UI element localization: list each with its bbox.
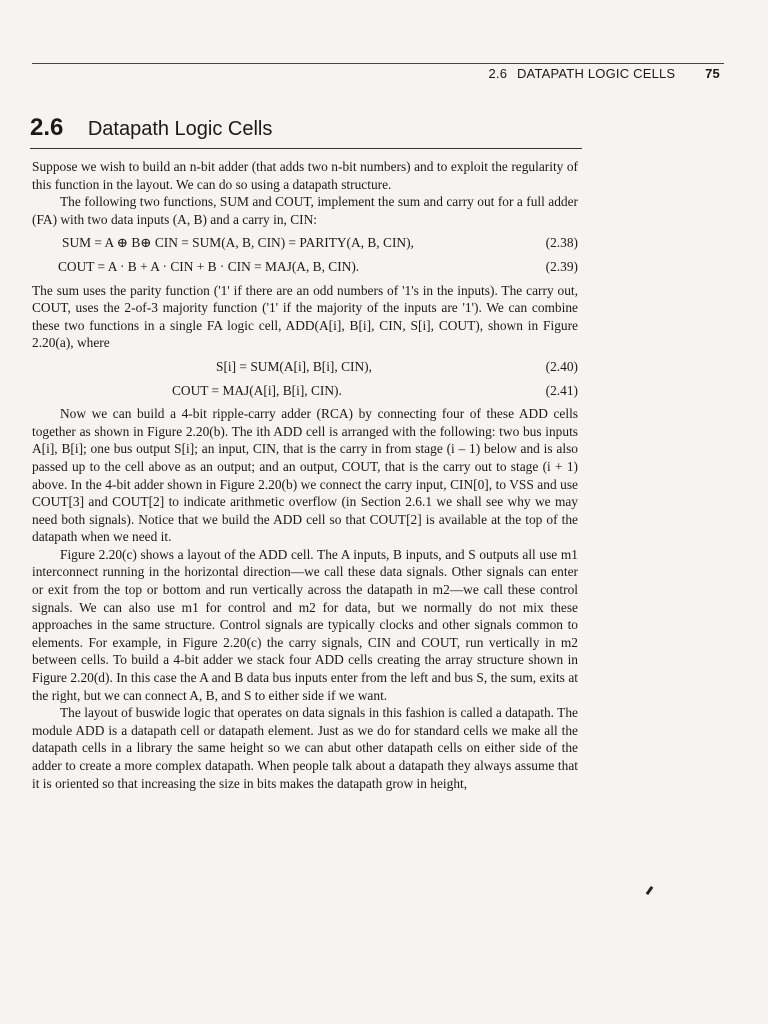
equation-expression: S[i] = SUM(A[i], B[i], CIN), — [216, 358, 372, 374]
equation-number: (2.39) — [545, 258, 578, 274]
equation-number: (2.38) — [545, 235, 578, 251]
equation-number: (2.41) — [545, 382, 578, 398]
equation-2-39 — [32, 258, 578, 276]
equation-expression: COUT = MAJ(A[i], B[i], CIN). — [172, 382, 342, 398]
equation-2-38 — [32, 234, 578, 252]
stray-pen-mark — [646, 886, 654, 895]
paragraph-full-adder: The following two functions, SUM and COUT, implement the sum and carry out for a full adder (FA) with two data inputs (A, B) and a carry in, CIN: — [32, 194, 578, 227]
heading-title: Datapath Logic Cells — [87, 118, 273, 140]
paragraph-parity-majority: The sum uses the parity function ('1' if there are an odd numbers of '1's in the inputs). The carry out, COUT, uses the 2-of-3 majority function ('1' if the majority of the inputs are '1'). We can combine these two functions in a single FA logic cell, ADD(A[i], B[i], CIN, S[i], COUT), shown in Figure 2.20(a), where — [32, 282, 578, 351]
equation-number: (2.40) — [545, 358, 578, 374]
equation-2-41 — [32, 382, 578, 400]
equation-expression: COUT = A · B + A · CIN + B · CIN = MAJ(A, B, CIN). — [58, 258, 360, 274]
running-header — [488, 66, 720, 81]
paragraph-intro: Suppose we wish to build an n-bit adder (that adds two n-bit numbers) and to exploit the regularity of this function in the layout. We can do so using a datapath structure. — [32, 159, 578, 192]
paragraph-ripple-carry: Now we can build a 4-bit ripple-carry adder (RCA) by connecting four of these ADD cells together as shown in Figure 2.20(b). The ith ADD cell is arranged with the following: two bus inputs A[i], B[i]; one bus output S[i]; an input, CIN, that is the carry in from stage (i – 1) below and is also passed up to the cell above as an output; and an output, COUT, that is the carry out to stage (i + 1) above. In the 4-bit adder shown in Figure 2.20(b) we connect the carry input, CIN[0], to VSS and use COUT[3] and COUT[2] to indicate arithmetic overflow (in Section 2.6.1 we shall see why we may need both signals). Notice that we build the ADD cell so that COUT[2] is available at the top of the datapath when we need it. — [32, 406, 578, 545]
header-section-number: 2.6 — [488, 66, 508, 81]
header-section-title: DATAPATH LOGIC CELLS — [516, 66, 676, 81]
page-number: 75 — [705, 66, 720, 81]
heading-number: 2.6 — [30, 114, 64, 141]
equation-expression: SUM = A ⊕ B⊕ CIN = SUM(A, B, CIN) = PARITY(A, B, CIN), — [62, 235, 414, 251]
equation-2-40 — [32, 358, 578, 376]
paragraph-datapath: The layout of buswide logic that operates on data signals in this fashion is called a datapath. The module ADD is a datapath cell or datapath element. Just as we do for standard cells we make all the datapath cells in a library the same height so we can abut other datapath cells on either side of the adder to create a more complex datapath. When people talk about a datapath they always assume that it is oriented so that increasing the size in bits makes the datapath grow in height, — [32, 705, 578, 791]
section-heading — [30, 114, 582, 149]
body-text — [32, 158, 578, 792]
header-rule — [32, 63, 724, 64]
paragraph-layout: Figure 2.20(c) shows a layout of the ADD cell. The A inputs, B inputs, and S outputs all use m1 interconnect running in the horizontal direction—we call these data signals. Other signals can enter or exit from the top or bottom and run vertically across the datapath in m2—we call these control signals. We can also use m1 for control and m2 for data, but we normally do not mix these approaches in the same structure. Control signals are typically clocks and other signals common to elements. For example, in Figure 2.20(c) the carry signals, CIN and COUT, run vertically in m2 between cells. To build a 4-bit adder we stack four ADD cells creating the array structure shown in Figure 2.20(d). In this case the A and B data bus inputs enter from the left and bus S, the sum, exits at the right, but we can connect A, B, and S to either side if we want. — [32, 546, 578, 703]
